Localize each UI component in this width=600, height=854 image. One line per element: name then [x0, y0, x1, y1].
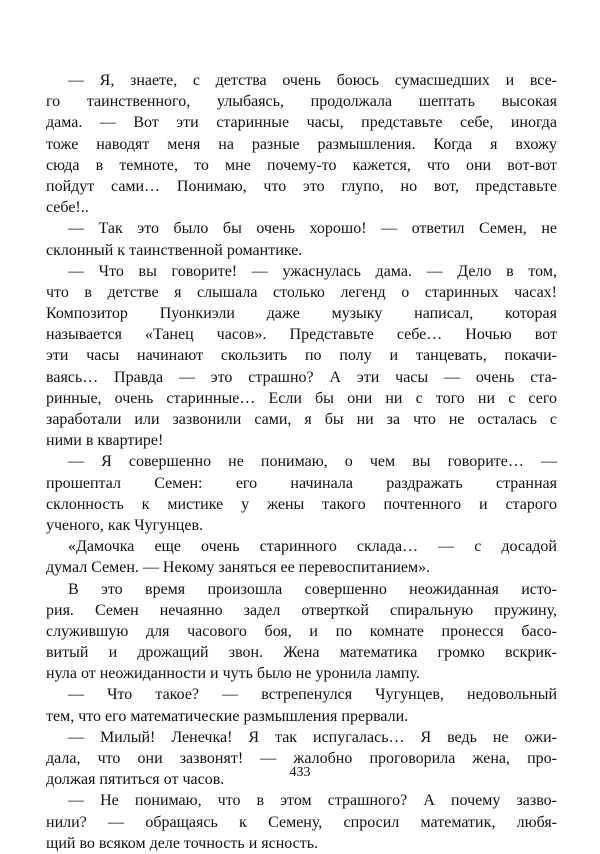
- page-number: 433: [289, 765, 311, 780]
- text-line: склонность к мистике у жены такого почтенного и старого: [46, 495, 557, 513]
- text-line: себе!..: [46, 199, 89, 217]
- text-line: щий во всяком деле точность и ясность.: [46, 834, 319, 852]
- text-line: Композитор Пуонкиэли даже музыку написал, которая: [46, 305, 557, 323]
- text-line: дала, что они зазвонят! — жалобно проговорила жена, про-: [46, 750, 557, 767]
- text-line: прошептал Семен: его начинала раздражать странная: [46, 474, 557, 492]
- text-line: «Дамочка еще очень старинного склада… — с досадой: [68, 538, 557, 556]
- text-line: должая пятиться от часов.: [46, 771, 225, 789]
- text-line: сюда в темноте, то мне почему-то кажется, что они вот-вот: [46, 156, 557, 174]
- text-line: нула от неожиданности и чуть было не уронила лампу.: [46, 665, 420, 683]
- text-line: ваясь… Правда — это страшно? А эти часы — очень ста-: [46, 368, 557, 386]
- text-line: называется «Танец часов». Представьте себе… Ночью вот: [46, 326, 557, 344]
- text-line: ринные, очень старинные… Если бы они ни с того ни с сего: [46, 389, 557, 407]
- text-line: — Я совершенно не понимаю, о чем вы говорите… —: [68, 453, 557, 471]
- page-text: [46, 70, 557, 854]
- text-line: дама. — Вот эти старинные часы, представьте себе, иногда: [46, 114, 557, 132]
- text-line: эти часы начинают скользить по полу и танцевать, покачи-: [46, 347, 557, 365]
- text-line: нили? — обращаясь к Семену, спросил математик, любя-: [46, 813, 557, 831]
- text-line: тем, что его математические размышления прервали.: [46, 707, 409, 725]
- text-line: заработали или зазвонили сами, я бы ни за что не осталась с: [46, 411, 557, 428]
- text-line: что в детстве я слышала столько легенд о старинных часах!: [46, 283, 557, 301]
- text-line: го таинственного, улыбаясь, продолжала шептать высокая: [46, 93, 557, 111]
- text-line: — Не понимаю, что в этом страшного? А почему зазво-: [68, 792, 557, 810]
- text-line: склонный к таинственной романтике.: [46, 241, 303, 259]
- text-line: служившую для часового боя, и по комнате пронесся басо-: [46, 622, 557, 640]
- text-line: — Милый! Ленечка! Я так испугалась… Я ведь не ожи-: [68, 728, 557, 746]
- text-line: витый и дрожащий звон. Жена математика громко вскрик-: [46, 644, 557, 662]
- text-line: тоже наводят меня на разные размышления. Когда я вхожу: [46, 135, 557, 153]
- text-line: — Что такое? — встрепенулся Чугунцев, недовольный: [68, 686, 557, 704]
- text-line: рия. Семен нечаянно задел отверткой спиральную пружину,: [46, 601, 557, 619]
- text-line: ученого, как Чугунцев.: [46, 516, 204, 534]
- text-line: — Что вы говорите! — ужаснулась дама. — Дело в том,: [68, 262, 557, 280]
- text-line: — Я, знаете, с детства очень боюсь сумасшедших и все-: [68, 72, 557, 89]
- text-line: пойдут сами… Понимаю, что это глупо, но вот, представьте: [46, 177, 557, 195]
- text-line: думал Семен. — Некому заняться ее перевоспитанием».: [46, 559, 431, 577]
- text-line: ними в квартире!: [46, 432, 164, 450]
- text-line: В это время произошла совершенно неожиданная исто-: [68, 580, 557, 598]
- text-line: — Так это было бы очень хорошо! — ответил Семен, не: [68, 220, 557, 238]
